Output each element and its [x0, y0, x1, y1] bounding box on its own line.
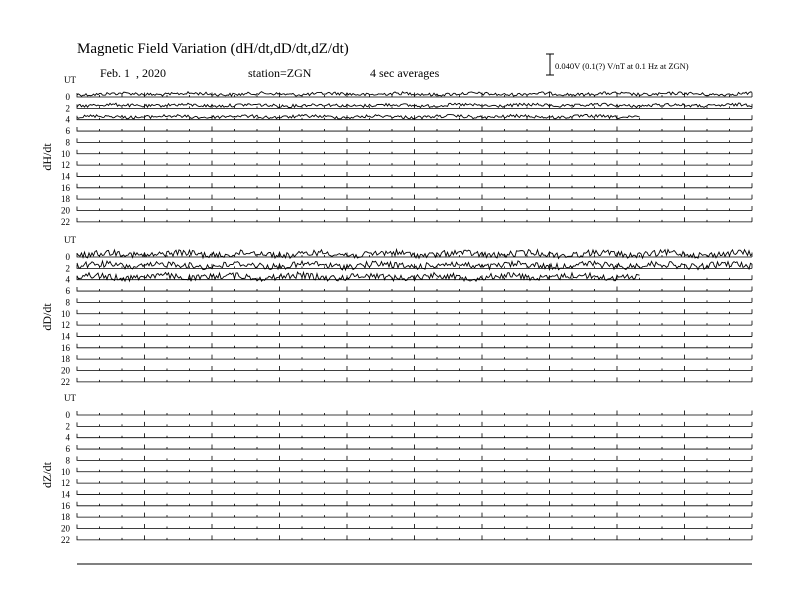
row-baseline [77, 217, 752, 222]
row-label: 10 [61, 466, 70, 477]
row-baseline [77, 115, 752, 120]
ut-label: UT [64, 75, 76, 85]
row-label: 18 [61, 194, 70, 205]
row-baseline [77, 309, 752, 314]
row-baseline [77, 422, 752, 427]
row-baseline [77, 490, 752, 495]
row-label: 16 [61, 182, 70, 193]
row-label: 12 [61, 320, 70, 331]
row-label: 12 [61, 478, 70, 489]
row-label: 4 [65, 432, 70, 443]
panel-label-dz-dt: dZ/dt [40, 462, 54, 488]
row-label: 16 [61, 342, 70, 353]
row-baseline [77, 411, 752, 416]
row-label: 14 [61, 489, 70, 500]
row-label: 8 [65, 297, 70, 308]
row-baseline [77, 206, 752, 211]
row-label: 14 [61, 171, 70, 182]
row-baseline [77, 377, 752, 382]
row-label: 22 [61, 216, 70, 227]
row-label: 6 [65, 444, 70, 455]
row-baseline [77, 513, 752, 518]
row-baseline [77, 343, 752, 348]
row-label: 20 [61, 365, 70, 376]
row-baseline [77, 445, 752, 450]
row-baseline [77, 433, 752, 438]
row-baseline [77, 456, 752, 461]
row-baseline [77, 138, 752, 143]
row-label: 20 [61, 523, 70, 534]
row-label: 14 [61, 331, 70, 342]
averaging-label: 4 sec averages [370, 66, 440, 80]
row-label: 18 [61, 354, 70, 365]
row-label: 0 [65, 252, 70, 262]
row-label: 12 [61, 160, 70, 171]
row-baseline [77, 149, 752, 154]
row-label: 0 [65, 92, 70, 102]
row-baseline [77, 172, 752, 177]
ut-label: UT [64, 235, 76, 245]
row-baseline [77, 161, 752, 166]
row-label: 20 [61, 205, 70, 216]
row-baseline [77, 366, 752, 371]
row-baseline [77, 195, 752, 200]
row-label: 18 [61, 512, 70, 523]
scale-label: 0.040V (0.1(?) V/nT at 0.1 Hz at ZGN) [555, 61, 689, 71]
row-baseline [77, 467, 752, 472]
row-label: 8 [65, 455, 70, 466]
row-baseline [77, 332, 752, 337]
row-label: 16 [61, 500, 70, 511]
row-label: 6 [65, 286, 70, 297]
row-baseline [77, 287, 752, 292]
ut-label: UT [64, 393, 76, 403]
row-label: 0 [65, 410, 70, 420]
row-baseline [77, 524, 752, 529]
row-baseline [77, 321, 752, 326]
panel-label-dh-dt: dH/dt [40, 143, 54, 171]
row-label: 2 [65, 103, 70, 114]
panel-label-dd-dt: dD/dt [40, 303, 54, 331]
row-label: 2 [65, 421, 70, 432]
row-baseline [77, 298, 752, 303]
scale-bar [546, 54, 554, 75]
station-label: station=ZGN [248, 66, 312, 80]
signal-trace [77, 114, 640, 118]
row-baseline [77, 355, 752, 360]
row-baseline [77, 183, 752, 188]
panel-dh-dt [40, 75, 752, 227]
date-label: Feb. 1 , 2020 [100, 66, 166, 80]
row-label: 4 [65, 274, 70, 285]
row-baseline [77, 501, 752, 506]
row-label: 10 [61, 148, 70, 159]
row-label: 8 [65, 137, 70, 148]
chart-title: Magnetic Field Variation (dH/dt,dD/dt,dZ/dt) [77, 41, 349, 57]
panel-dz-dt [40, 393, 752, 545]
row-label: 22 [61, 376, 70, 387]
row-baseline [77, 127, 752, 132]
row-label: 10 [61, 308, 70, 319]
row-baseline [77, 535, 752, 540]
row-label: 2 [65, 263, 70, 274]
row-baseline [77, 479, 752, 484]
row-label: 4 [65, 114, 70, 125]
row-label: 22 [61, 534, 70, 545]
panel-dd-dt [40, 235, 752, 387]
row-label: 6 [65, 126, 70, 137]
